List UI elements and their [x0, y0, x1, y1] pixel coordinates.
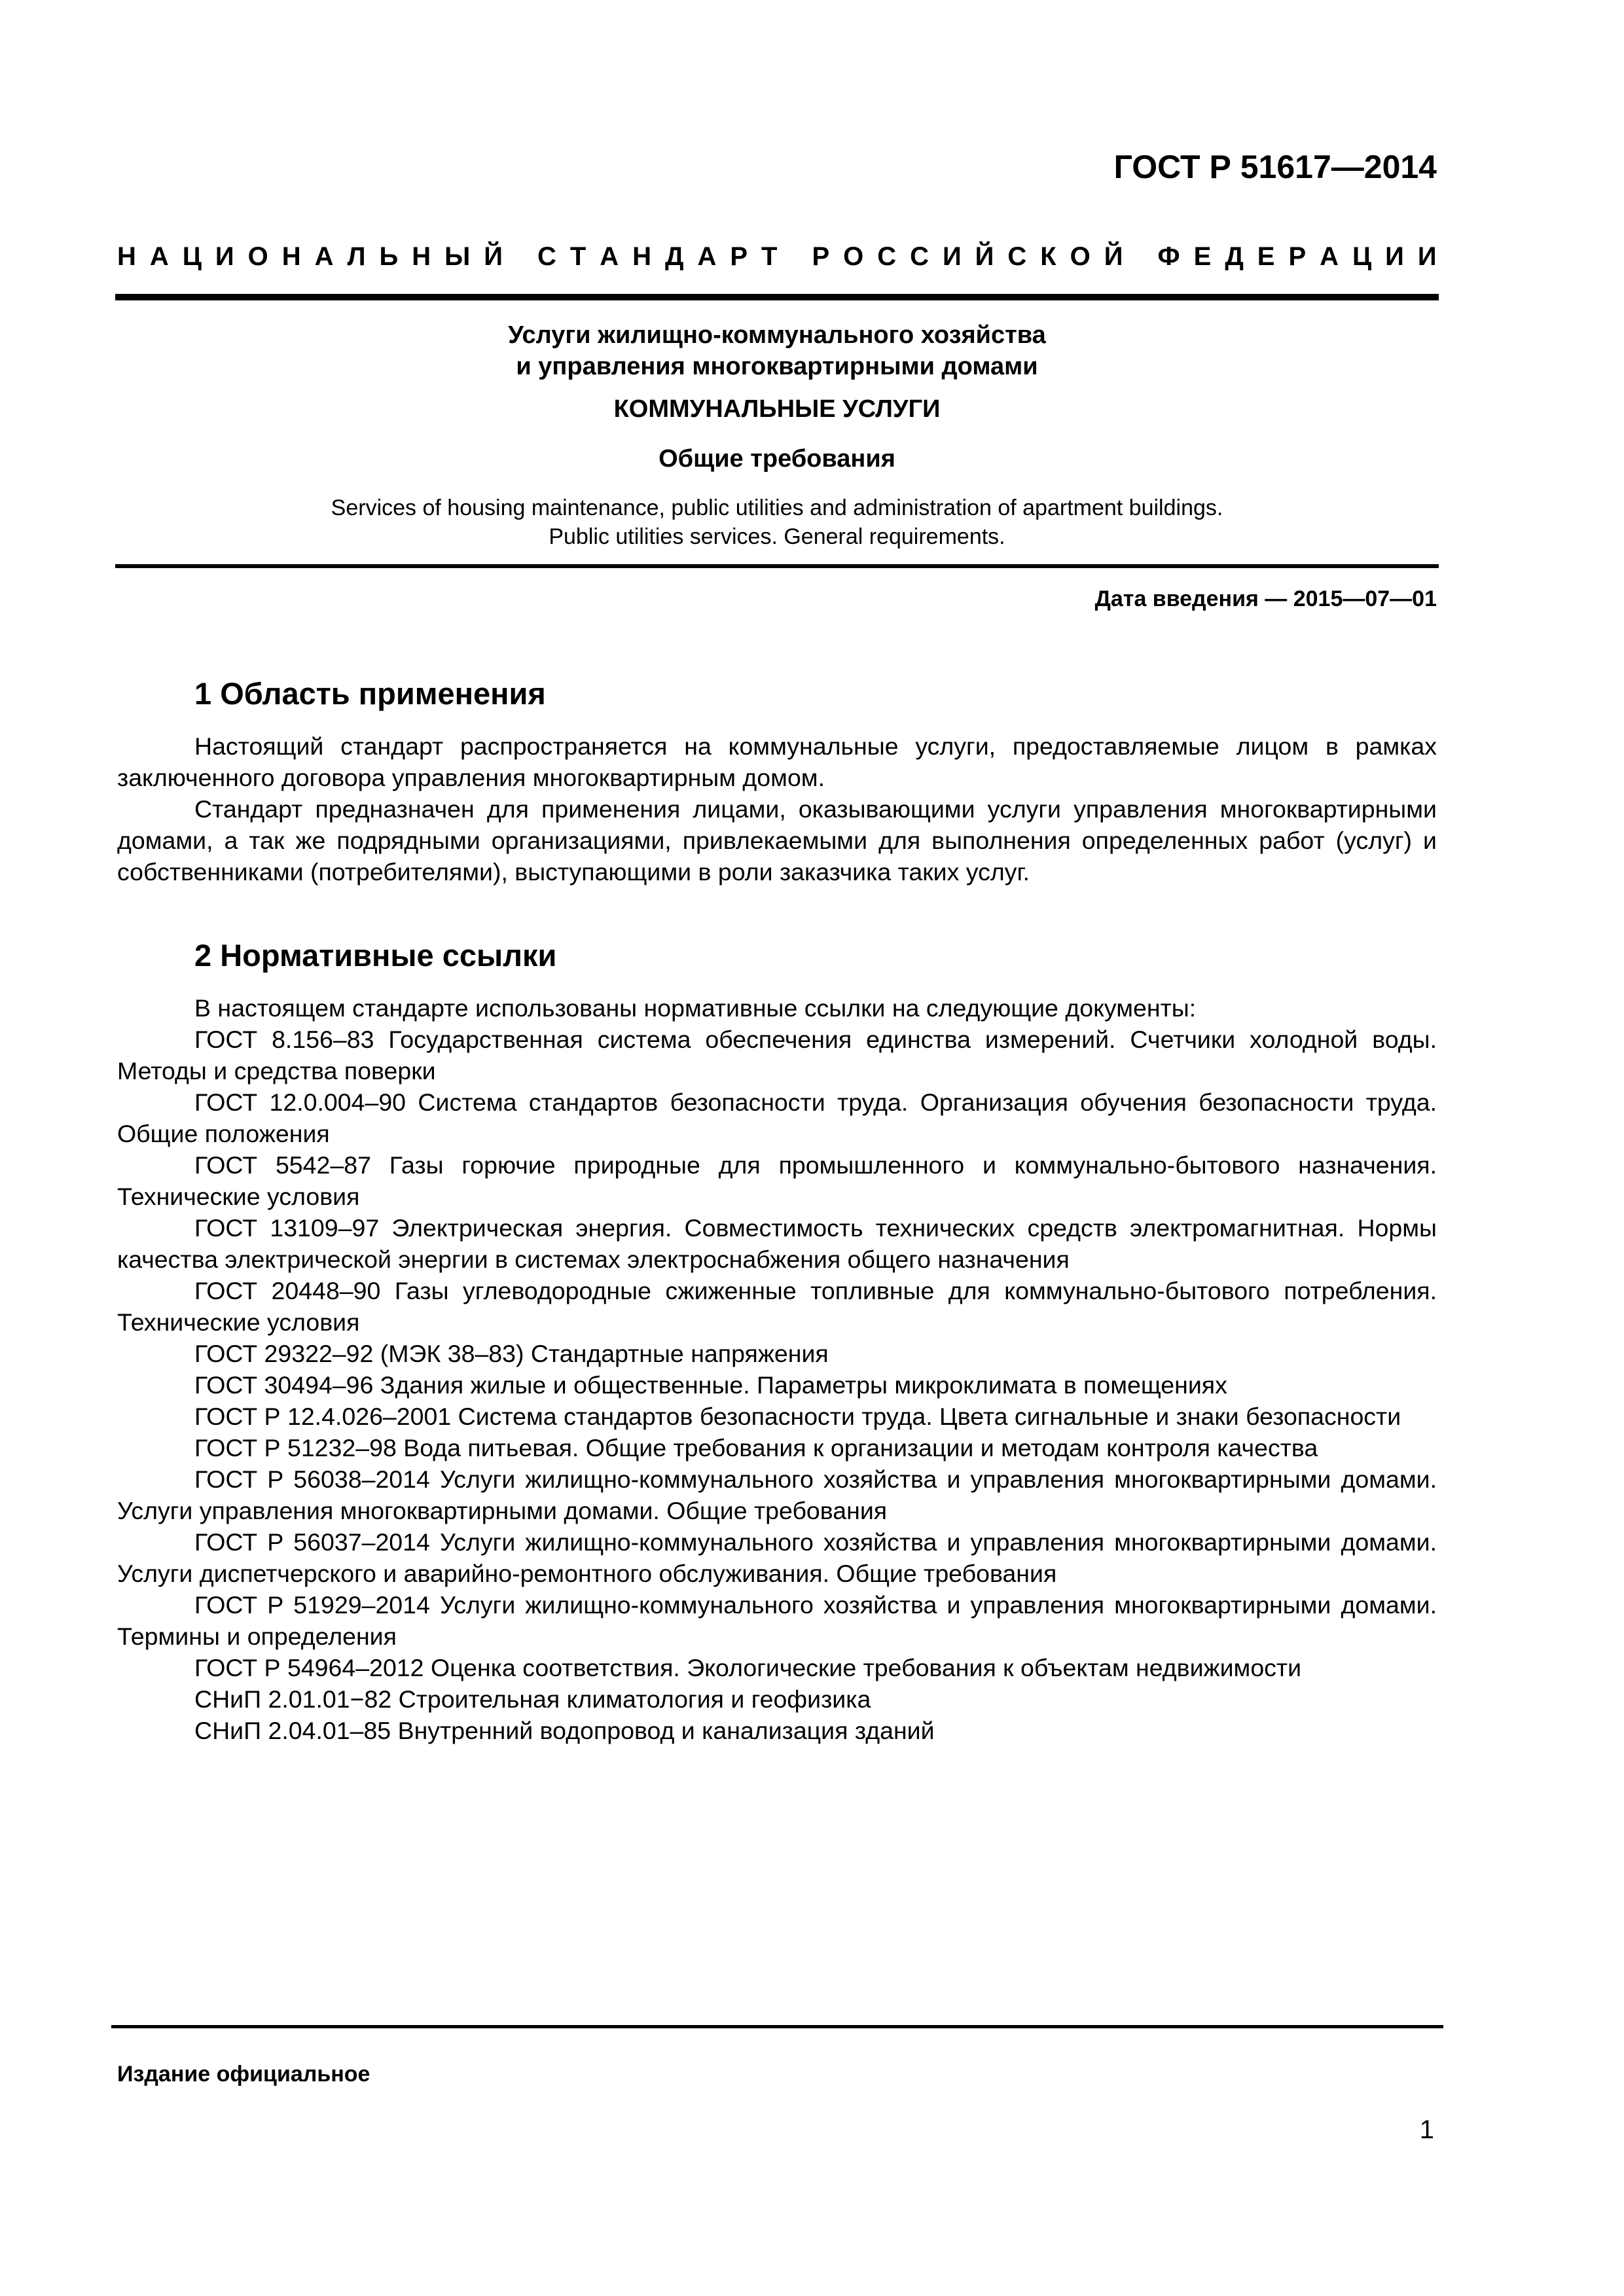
national-standard-letter: К: [1040, 242, 1056, 271]
reference-item: ГОСТ 20448–90 Газы углеводородные сжиженные топливные для коммунально-бытового потребления. Технические условия: [117, 1277, 1437, 1336]
national-standard-letter: С: [537, 242, 556, 271]
national-standard-letter: О: [1070, 242, 1091, 271]
national-standard-letter: С: [910, 242, 929, 271]
national-standard-letter: Р: [812, 242, 830, 271]
national-standard-letter: А: [149, 242, 169, 271]
national-standard-letter: А: [600, 242, 619, 271]
title-line-1: Услуги жилищно-коммунального хозяйства: [508, 321, 1046, 349]
english-title-line-1: Services of housing maintenance, public utilities and administration of apartment buildings.: [331, 495, 1223, 520]
section-1-heading: 1 Область применения: [194, 676, 546, 711]
national-standard-letter: Е: [1193, 242, 1212, 271]
national-standard-letter: С: [877, 242, 897, 271]
national-standard-letter: Ц: [1352, 242, 1372, 271]
national-standard-letter: Й: [1104, 242, 1123, 271]
english-title-line-2: Public utilities services. General requirements.: [549, 524, 1005, 549]
national-standard-letter: Н: [412, 242, 431, 271]
national-standard-letter: О: [247, 242, 268, 271]
national-standard-letter: Ы: [444, 242, 471, 271]
reference-item: ГОСТ 13109–97 Электрическая энергия. Совместимость технических средств электромагнитная. Нормы качества электрической энергии в системах электроснабжения общего назначения: [117, 1214, 1437, 1273]
national-standard-letter: А: [1320, 242, 1339, 271]
reference-item: ГОСТ Р 54964–2012 Оценка соответствия. Экологические требования к объектам недвижимости: [194, 1654, 1302, 1681]
national-standard-letter: Т: [761, 242, 778, 271]
national-standard-letter: И: [215, 242, 234, 271]
national-standard-letter: Й: [484, 242, 503, 271]
english-title: [115, 493, 1439, 551]
national-standard-letter: О: [843, 242, 864, 271]
national-standard-letter: [516, 242, 524, 272]
national-standard-letter: Т: [569, 242, 586, 271]
edition-label: Издание официальное: [117, 2062, 370, 2087]
section-1-body: [117, 730, 1437, 888]
reference-item: ГОСТ 8.156–83 Государственная система обеспечения единства измерений. Счетчики холодной воды. Методы и средства поверки: [117, 1026, 1437, 1085]
reference-item: ГОСТ 29322–92 (МЭК 38–83) Стандартные напряжения: [194, 1340, 829, 1367]
national-standard-letter: С: [1007, 242, 1027, 271]
section-1-paragraph: Настоящий стандарт распространяется на коммунальные услуги, предоставляемые лицом в рамках заключенного договора управления многоквартирным домом.: [117, 732, 1437, 791]
national-standard-letter: Р: [730, 242, 748, 271]
reference-item: ГОСТ Р 51929–2014 Услуги жилищно-коммунального хозяйства и управления многоквартирными домами. Термины и определения: [117, 1591, 1437, 1650]
title-line-2: и управления многоквартирными домами: [516, 353, 1038, 380]
intro-date: Дата введения — 2015—07—01: [1094, 586, 1437, 611]
national-standard-letter: И: [942, 242, 962, 271]
standard-subject: КОММУНАЛЬНЫЕ УСЛУГИ: [613, 395, 941, 423]
section-2-body: [117, 992, 1437, 1746]
national-standard-letter: И: [1385, 242, 1404, 271]
national-standard-letter: Д: [665, 242, 684, 271]
national-standard-letter: Ц: [182, 242, 202, 271]
document-code: ГОСТ Р 51617—2014: [1113, 149, 1437, 185]
national-standard-letter: [791, 242, 798, 272]
national-standard-letter: Е: [1257, 242, 1275, 271]
reference-item: СНиП 2.04.01–85 Внутренний водопровод и канализация зданий: [194, 1717, 935, 1744]
national-standard-letter: Н: [281, 242, 301, 271]
reference-item: ГОСТ 12.0.004–90 Система стандартов безопасности труда. Организация обучения безопасности труда. Общие положения: [117, 1088, 1437, 1147]
national-standard-letter: Д: [1225, 242, 1244, 271]
national-standard-letter: Н: [117, 242, 136, 271]
national-standard-title: [117, 242, 1437, 272]
national-standard-letter: И: [1417, 242, 1437, 271]
reference-item: ГОСТ 30494–96 Здания жилые и общественные. Параметры микроклимата в помещениях: [194, 1371, 1227, 1399]
national-standard-letter: Н: [632, 242, 652, 271]
national-standard-letter: Р: [1288, 242, 1307, 271]
standard-title: [115, 319, 1439, 382]
national-standard-letter: Ь: [379, 242, 399, 271]
reference-item: ГОСТ 5542–87 Газы горючие природные для промышленного и коммунально-бытового назначения. Технические условия: [117, 1151, 1437, 1210]
section-2-heading: 2 Нормативные ссылки: [194, 938, 557, 973]
reference-item: СНиП 2.01.01−82 Строительная климатология и геофизика: [194, 1685, 871, 1713]
national-standard-letter: Ф: [1157, 242, 1180, 271]
footer-rule: [111, 2025, 1443, 2028]
standard-requirements: Общие требования: [659, 445, 895, 473]
section-2-intro: В настоящем стандарте использованы нормативные ссылки на следующие документы:: [194, 994, 1197, 1022]
page-number: 1: [1419, 2115, 1434, 2144]
title-rule: [115, 564, 1439, 568]
reference-item: ГОСТ Р 51232–98 Вода питьевая. Общие требования к организации и методам контроля качества: [194, 1434, 1318, 1462]
section-1-paragraph: Стандарт предназначен для применения лицами, оказывающими услуги управления многоквартирными домами, а так же подрядными организациями, привлекаемыми для выполнения определенных работ (услуг) и собственниками (потребителями), выступающими в роли заказчика таких услуг.: [117, 795, 1437, 886]
reference-item: ГОСТ Р 56037–2014 Услуги жилищно-коммунального хозяйства и управления многоквартирными домами. Услуги диспетчерского и аварийно-ремонтного обслуживания. Общие требования: [117, 1528, 1437, 1587]
header-rule: [115, 294, 1439, 300]
reference-item: ГОСТ Р 12.4.026–2001 Система стандартов безопасности труда. Цвета сигнальные и знаки безопасности: [194, 1403, 1401, 1430]
national-standard-letter: Й: [975, 242, 994, 271]
national-standard-letter: А: [697, 242, 717, 271]
reference-item: ГОСТ Р 56038–2014 Услуги жилищно-коммунального хозяйства и управления многоквартирными домами. Услуги управления многоквартирными домами. Общие требования: [117, 1465, 1437, 1524]
national-standard-letter: А: [314, 242, 334, 271]
national-standard-letter: [1136, 242, 1144, 272]
national-standard-letter: Л: [347, 242, 366, 271]
